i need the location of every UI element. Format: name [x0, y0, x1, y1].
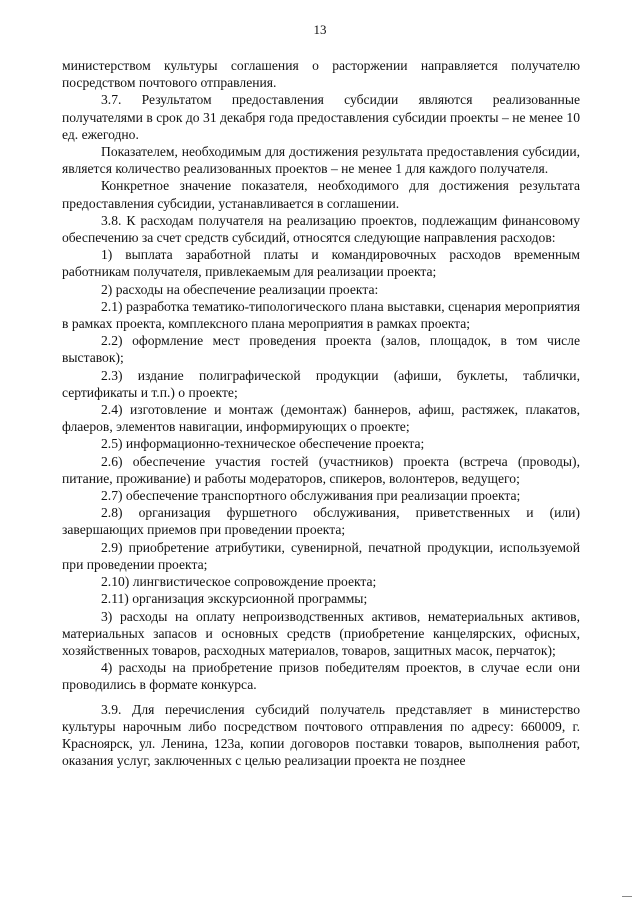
- paragraph-3-7: 3.7. Результатом предоставления субсидии являются реализованные получателями в срок до 31 декабря года предоставления субсидии проекты – не менее 10 ед. ежегодно.: [62, 92, 580, 142]
- scan-edge-mark: [622, 896, 632, 897]
- list-item-2-5: 2.5) информационно-техническое обеспечение проекта;: [101, 436, 425, 452]
- list-item-2-6: 2.6) обеспечение участия гостей (участников) проекта (встреча (проводы), питание, проживание) и работы модераторов, спикеров, волонтеров, ведущего;: [62, 453, 580, 486]
- list-item-2-2: 2.2) оформление мест проведения проекта (залов, площадок, в том числе выставок);: [62, 333, 580, 366]
- list-item-3: 3) расходы на оплату непроизводственных активов, нематериальных активов, материальных запасов и основных средств (приобретение канцелярских, офисных, хозяйственных товаров, расходных материалов, товаров, защитных масок, перчаток);: [62, 608, 580, 658]
- list-item-2-9: 2.9) приобретение атрибутики, сувенирной, печатной продукции, используемой при проведении проекта;: [62, 539, 580, 572]
- list-item-2-11: 2.11) организация экскурсионной программы;: [101, 591, 368, 607]
- list-item-2-1: 2.1) разработка тематико-типологического плана выставки, сценария мероприятия в рамках проекта, комплексного плана мероприятия в рамках проекта;: [62, 298, 580, 332]
- paragraph-continuation: министерством культуры соглашения о расторжении направляется получателю посредством почтового отправления.: [62, 58, 580, 91]
- paragraph-indicator: Показателем, необходимым для достижения результата предоставления субсидии, является количество реализованных проектов – не менее 1 для каждого получателя.: [62, 144, 580, 177]
- list-item-2-4: 2.4) изготовление и монтаж (демонтаж) баннеров, афиш, растяжек, плакатов, флаеров, элементов навигации, информирующих о проекте;: [62, 402, 580, 435]
- list-item-2-8: 2.8) организация фуршетного обслуживания, приветственных и (или) завершающих приемов при проведении проекта;: [62, 505, 580, 538]
- list-item-4: 4) расходы на приобретение призов победителям проектов, в случае если они проводились в формате конкурса.: [62, 660, 580, 693]
- list-item-2: 2) расходы на обеспечение реализации проекта:: [101, 281, 379, 297]
- page-number: 13: [313, 22, 327, 37]
- list-item-2-7: 2.7) обеспечение транспортного обслуживания при реализации проекта;: [101, 488, 521, 504]
- paragraph-3-9: 3.9. Для перечисления субсидий получатель представляет в министерство культуры нарочным либо посредством почтового отправления по адресу: 660009, г. Красноярск, ул. Ленина, 123а, копии договоров поставки товаров, выполнения работ, оказания услуг, заключенных с целью реализации проекта не позднее: [62, 701, 580, 769]
- list-item-2-10: 2.10) лингвистическое сопровождение проекта;: [101, 574, 377, 590]
- paragraph-indicator-value: Конкретное значение показателя, необходимого для достижения результата предоставления субсидии, устанавливается в соглашении.: [62, 178, 580, 211]
- document-body: [62, 57, 580, 769]
- paragraph-3-8: 3.8. К расходам получателя на реализацию проектов, подлежащим финансовому обеспечению за счет средств субсидий, относятся следующие направления расходов:: [62, 212, 580, 246]
- list-item-1: 1) выплата заработной платы и командировочных расходов временным работникам получателя, привлекаемым для реализации проекта;: [62, 247, 580, 280]
- list-item-2-3: 2.3) издание полиграфической продукции (афиши, буклеты, таблички, сертификаты и т.п.) о проекте;: [62, 367, 580, 400]
